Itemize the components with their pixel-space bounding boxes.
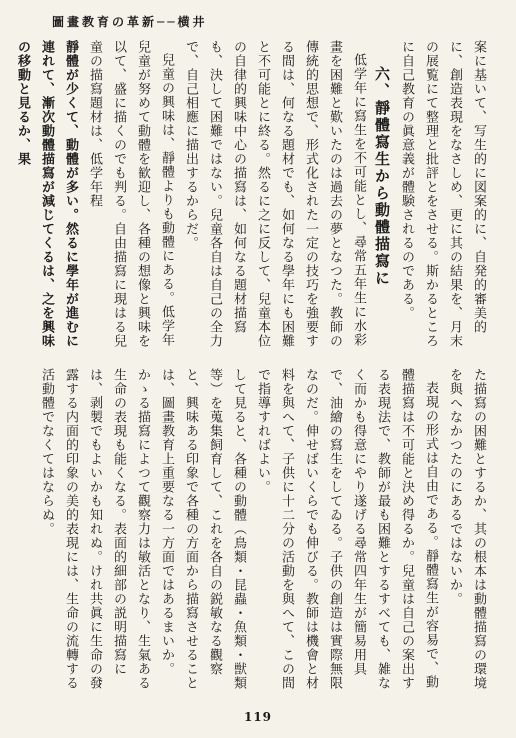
paragraph: 案に基いて、写生的に図案的に、自発的審美的に、創造表現をなさしめ、更に其の結果を、月末の展覧にて整理と批評とをさせる。斯かるところに自己教育の眞意義が體験されるのである。 <box>399 40 486 348</box>
paragraph: 低学年に寫生を不可能とし、尋常五年生に水彩畫を困難と歎いたのは過去の夢となつた。教師の傳統的思想で、形式化された一定の技巧を強要する間は、何なる題材でも、如何なる學年にも困難と不可能とに終る。然るに之に反して、兒童本位の自律的興味中心の描寫は、如何なる題材描寫も、決して困難ではない。兒童各自は自己の全力で、自己相應に描出するからだ。 <box>183 40 366 348</box>
bottom-text-block <box>34 368 490 702</box>
section-heading: 六、靜體寫生から動體描寫に <box>373 66 391 287</box>
paragraph: た描寫の困難とするか、其の根本は動體描寫の環境を與へなかつたのにあるではないか。 <box>447 368 486 690</box>
running-head: 圖畫教育の革新──横井 <box>52 14 208 29</box>
top-text-block <box>15 40 490 360</box>
paragraph: 兒童の興味は、靜體よりも動體にある。低学年兒童が努めて動體を歓迎し、各種の想像と興味を以て、盛に描くのでも判る。自由描寫に現はる兒童の描寫題材は、低学年程 <box>87 40 174 348</box>
paragraph: して見ると、各種の動體（鳥類・昆蟲・魚類・獣類等）を蒐集飼育して、これを各自の鋭敏なる觀察と、興味ある印象で各種の方面から描寫させることは、圖畫教育上重要なる一方面ではあるまいか。かゝる描寫によつて觀察力は敏活となり、生氣ある生命の表現も能くなる。表面的細部の説明描寫には、剥製でもよいかも知れぬ。けれ共眞に生命の發露する内面的印象の美的表現には、生命の流轉する活動體でなくてはならぬ。 <box>39 368 246 690</box>
paragraph: 表現の形式は自由である。靜體寫生が容易で、動體描寫は不可能と決め得るか。兒童は自己の案出する表現法で、教師が最も困難とするすべても、雑なく而かも得意にやり遂げる尋常四年生が簡易用具で、油繪の寫生をしてゐる。子供の創造は實際無限なのだ。伸せばいくらでも伸びる。教師は機會と材料を與へて、子供に十二分の活動を與へて、この間で指導すればよい。 <box>255 368 438 690</box>
page-number: 119 <box>243 710 273 724</box>
paragraph: 靜體が少くて、動體が多い。然るに學年が進むに連れて、漸次動體描寫が減じてくるは、之を興味の移動と見るか、果 <box>15 40 78 348</box>
